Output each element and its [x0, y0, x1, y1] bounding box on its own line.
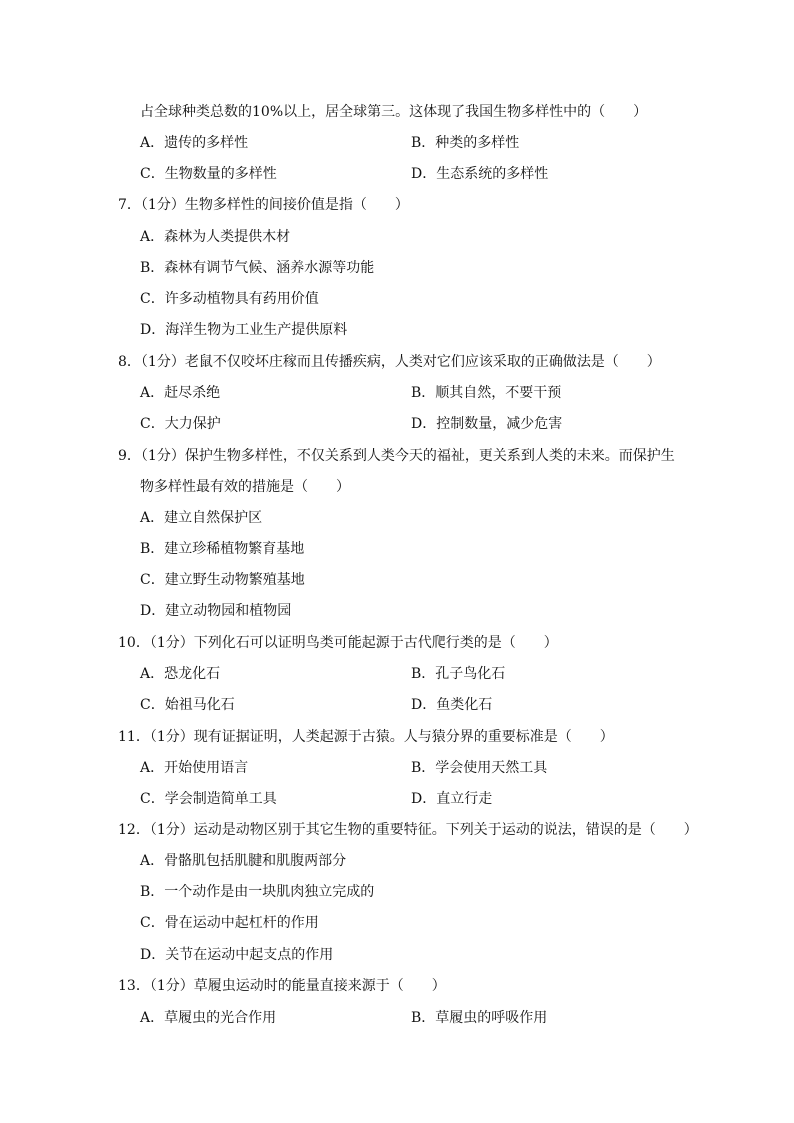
- q7-option-d: D．海洋生物为工业生产提供原料: [140, 322, 348, 338]
- q7-option-b: B．森林有调节气候、涵养水源等功能: [140, 260, 375, 276]
- q10-option-d: D．鱼类化石: [411, 697, 493, 713]
- question-12-stem: 12．（1分）运动是动物区别于其它生物的重要特征。下列关于运动的说法，错误的是（ ）: [118, 822, 698, 838]
- q12-option-b: B．一个动作是由一块肌肉独立完成的: [140, 884, 375, 900]
- q8-option-c: C．大力保护: [140, 416, 221, 432]
- question-13-stem: 13．（1分）草履虫运动时的能量直接来源于（ ）: [118, 978, 446, 994]
- q6-option-b: B．种类的多样性: [411, 135, 520, 151]
- q8-option-d: D．控制数量，减少危害: [411, 416, 563, 432]
- q6-option-a: A．遗传的多样性: [140, 135, 249, 151]
- q12-option-a: A．骨骼肌包括肌腱和肌腹两部分: [140, 853, 347, 869]
- q6-option-d: D．生态系统的多样性: [411, 166, 549, 182]
- q9-option-a: A．建立自然保护区: [140, 510, 263, 526]
- q8-option-b: B．顺其自然，不要干预: [411, 385, 562, 401]
- question-7-stem: 7．（1分）生物多样性的间接价值是指（ ）: [118, 197, 409, 213]
- q8-option-a: A．赶尽杀绝: [140, 385, 221, 401]
- question-11-stem: 11．（1分）现有证据证明，人类起源于古猿。人与猿分界的重要标准是（ ）: [118, 729, 614, 745]
- q7-option-a: A．森林为人类提供木材: [140, 229, 291, 245]
- q6-option-c: C．生物数量的多样性: [140, 166, 277, 182]
- q13-option-a: A．草履虫的光合作用: [140, 1010, 277, 1026]
- q12-option-c: C．骨在运动中起杠杆的作用: [140, 915, 319, 931]
- q9-option-d: D．建立动物园和植物园: [140, 603, 292, 619]
- q10-option-a: A．恐龙化石: [140, 666, 221, 682]
- q7-option-c: C．许多动植物具有药用价值: [140, 291, 319, 307]
- q10-option-b: B．孔子鸟化石: [411, 666, 506, 682]
- q11-option-b: B．学会使用天然工具: [411, 760, 548, 776]
- q9-option-c: C．建立野生动物繁殖基地: [140, 572, 305, 588]
- q13-option-b: B．草履虫的呼吸作用: [411, 1010, 548, 1026]
- question-8-stem: 8．（1分）老鼠不仅咬坏庄稼而且传播疾病，人类对它们应该采取的正确做法是（ ）: [118, 354, 661, 370]
- question-9-stem-continuation: 物多样性最有效的措施是（ ）: [140, 479, 350, 495]
- q11-option-d: D．直立行走: [411, 791, 493, 807]
- q9-option-b: B．建立珍稀植物繁育基地: [140, 541, 305, 557]
- q10-option-c: C．始祖马化石: [140, 697, 235, 713]
- question-6-stem-continuation: 占全球种类总数的10%以上，居全球第三。这体现了我国生物多样性中的（ ）: [140, 104, 648, 120]
- q11-option-c: C．学会制造简单工具: [140, 791, 277, 807]
- q11-option-a: A．开始使用语言: [140, 760, 249, 776]
- question-10-stem: 10．（1分）下列化石可以证明鸟类可能起源于古代爬行类的是（ ）: [118, 635, 558, 651]
- question-9-stem: 9．（1分）保护生物多样性，不仅关系到人类今天的福祉，更关系到人类的未来。而保护生: [118, 448, 675, 464]
- q12-option-d: D．关节在运动中起支点的作用: [140, 947, 334, 963]
